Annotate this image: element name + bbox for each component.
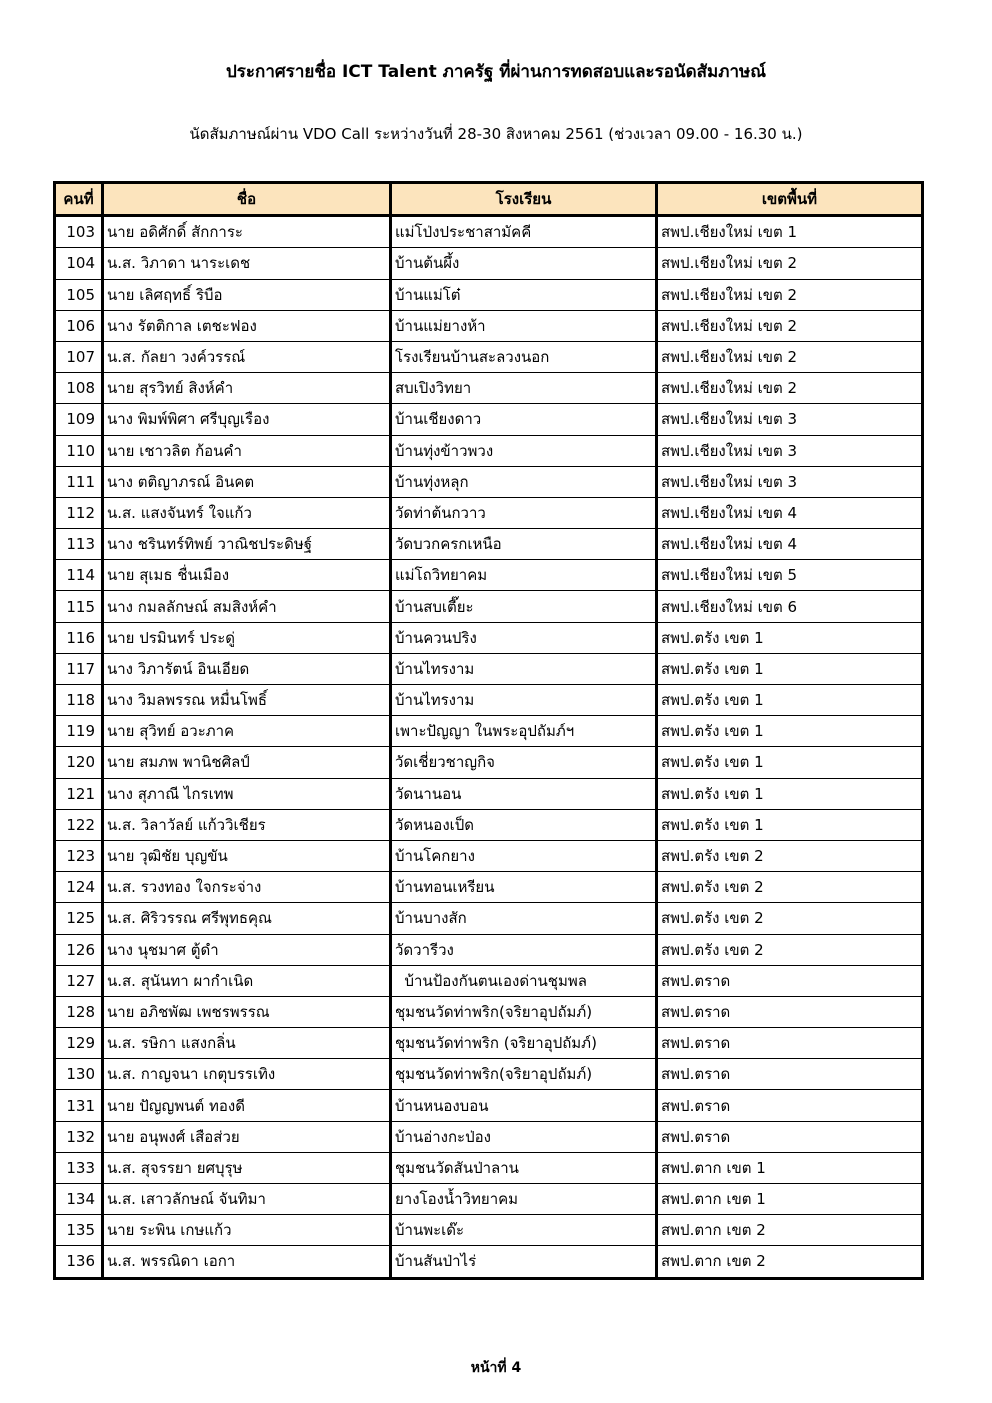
cell-area: สพป.เชียงใหม่ เขต 2	[657, 341, 923, 372]
cell-area: สพป.ตาก เขต 1	[657, 1184, 923, 1215]
cell-name: น.ส. เสาวลักษณ์ จันทิมา	[103, 1184, 391, 1215]
table-row	[55, 1215, 923, 1246]
table-row	[55, 279, 923, 310]
cell-name: นาย ระพิน เกษแก้ว	[103, 1215, 391, 1246]
cell-school: บ้านเชียงดาว	[391, 404, 657, 435]
column-header-area: เขตพื้นที่	[657, 183, 923, 216]
cell-name: นาย วุฒิชัย บุญขัน	[103, 840, 391, 871]
cell-name: น.ส. สุนันทา ผากำเนิด	[103, 965, 391, 996]
table-header-row	[55, 183, 923, 216]
table-row	[55, 1184, 923, 1215]
cell-name: น.ส. พรรณิดา เอกา	[103, 1246, 391, 1278]
cell-name: น.ส. กัลยา วงค์วรรณ์	[103, 341, 391, 372]
page-subtitle: นัดสัมภาษณ์ผ่าน VDO Call ระหว่างวันที่ 28-30 สิงหาคม 2561 (ช่วงเวลา 09.00 - 16.30 น.)	[189, 125, 803, 143]
cell-name: นาย อภิชพัฒ เพชรพรรณ	[103, 996, 391, 1027]
table-row	[55, 934, 923, 965]
cell-name: น.ส. วิลาวัลย์ แก้ววิเชียร	[103, 809, 391, 840]
cell-name: น.ส. แสงจันทร์ ใจแก้ว	[103, 497, 391, 528]
cell-no: 128	[55, 996, 103, 1027]
table-row	[55, 404, 923, 435]
cell-no: 113	[55, 529, 103, 560]
column-header-name: ชื่อ	[103, 183, 391, 216]
cell-name: น.ส. รวงทอง ใจกระจ่าง	[103, 872, 391, 903]
cell-school: แม่โป่งประชาสามัคคี	[391, 216, 657, 248]
cell-name: น.ส. สุจรรยา ยศบุรุษ	[103, 1152, 391, 1183]
cell-school: บ้านทอนเหรียน	[391, 872, 657, 903]
cell-area: สพป.ตรัง เขต 1	[657, 622, 923, 653]
cell-school: บ้านไทรงาม	[391, 653, 657, 684]
cell-school: บ้านแม่โต๋	[391, 279, 657, 310]
cell-school: วัดบวกครกเหนือ	[391, 529, 657, 560]
cell-area: สพป.เชียงใหม่ เขต 3	[657, 435, 923, 466]
cell-no: 111	[55, 466, 103, 497]
cell-area: สพป.ตรัง เขต 2	[657, 934, 923, 965]
column-header-no: คนที่	[55, 183, 103, 216]
cell-school: ชุมชนวัดท่าพริก(จริยาอุปถัมภ์)	[391, 1059, 657, 1090]
cell-no: 103	[55, 216, 103, 248]
cell-no: 117	[55, 653, 103, 684]
cell-school: บ้านสันป่าไร่	[391, 1246, 657, 1278]
table-row	[55, 840, 923, 871]
cell-no: 116	[55, 622, 103, 653]
cell-school: บ้านควนปริง	[391, 622, 657, 653]
cell-no: 134	[55, 1184, 103, 1215]
cell-area: สพป.ตรัง เขต 1	[657, 685, 923, 716]
cell-name: นาย เลิศฤทธิ์ ริบือ	[103, 279, 391, 310]
cell-name: นาง วิภารัตน์ อินเอียด	[103, 653, 391, 684]
cell-no: 126	[55, 934, 103, 965]
cell-no: 125	[55, 903, 103, 934]
table-row	[55, 653, 923, 684]
cell-name: นาย อดิศักดิ์ สักการะ	[103, 216, 391, 248]
cell-school: บ้านแม่ยางห้า	[391, 310, 657, 341]
cell-area: สพป.ตราด	[657, 1059, 923, 1090]
cell-name: นาง สุภาณี ไกรเทพ	[103, 778, 391, 809]
cell-area: สพป.ตรัง เขต 1	[657, 778, 923, 809]
cell-no: 135	[55, 1215, 103, 1246]
table-row	[55, 341, 923, 372]
cell-no: 136	[55, 1246, 103, 1278]
cell-area: สพป.ตราด	[657, 965, 923, 996]
cell-area: สพป.ตราด	[657, 996, 923, 1027]
cell-name: นาย สุวิทย์ อวะภาค	[103, 716, 391, 747]
cell-no: 123	[55, 840, 103, 871]
cell-area: สพป.ตรัง เขต 1	[657, 809, 923, 840]
cell-area: สพป.ตราด	[657, 1121, 923, 1152]
cell-school: บ้านทุ่งข้าวพวง	[391, 435, 657, 466]
cell-area: สพป.ตาก เขต 2	[657, 1246, 923, 1278]
cell-no: 118	[55, 685, 103, 716]
page-title: ประกาศรายชื่อ ICT Talent ภาครัฐ ที่ผ่านการทดสอบและรอนัดสัมภาษณ์	[226, 62, 766, 82]
cell-area: สพป.เชียงใหม่ เขต 5	[657, 560, 923, 591]
cell-school: แม่โถวิทยาคม	[391, 560, 657, 591]
cell-area: สพป.ตรัง เขต 1	[657, 653, 923, 684]
cell-no: 112	[55, 497, 103, 528]
cell-school: บ้านหนองบอน	[391, 1090, 657, 1121]
table-row	[55, 622, 923, 653]
cell-school: ชุมชนวัดท่าพริก (จริยาอุปถัมภ์)	[391, 1028, 657, 1059]
column-header-school: โรงเรียน	[391, 183, 657, 216]
cell-name: นาง นุชมาศ ตู้ดำ	[103, 934, 391, 965]
cell-no: 122	[55, 809, 103, 840]
cell-area: สพป.ตาก เขต 2	[657, 1215, 923, 1246]
cell-no: 107	[55, 341, 103, 372]
table-row	[55, 872, 923, 903]
table-row	[55, 903, 923, 934]
cell-school: วัดนานอน	[391, 778, 657, 809]
table-row	[55, 1152, 923, 1183]
cell-name: น.ส. ศิริวรรณ ศรีพุทธคุณ	[103, 903, 391, 934]
cell-school: บ้านสบเตี๊ยะ	[391, 591, 657, 622]
cell-area: สพป.เชียงใหม่ เขต 2	[657, 248, 923, 279]
table-row	[55, 685, 923, 716]
table-row	[55, 1059, 923, 1090]
cell-school: บ้านป้องกันตนเองด่านชุมพล	[391, 965, 657, 996]
cell-area: สพป.ตาก เขต 1	[657, 1152, 923, 1183]
cell-area: สพป.ตรัง เขต 2	[657, 840, 923, 871]
table-row	[55, 497, 923, 528]
cell-area: สพป.เชียงใหม่ เขต 1	[657, 216, 923, 248]
table-row	[55, 716, 923, 747]
cell-no: 108	[55, 373, 103, 404]
cell-name: นาง พิมพ์พิศา ศรีบุญเรือง	[103, 404, 391, 435]
cell-name: นาง ชรินทร์ทิพย์ วาณิชประดิษฐ์	[103, 529, 391, 560]
candidates-table	[53, 181, 924, 1280]
cell-area: สพป.ตรัง เขต 2	[657, 903, 923, 934]
table-row	[55, 248, 923, 279]
table-row	[55, 529, 923, 560]
cell-name: นาย สมภพ พานิชศิลป์	[103, 747, 391, 778]
table-row	[55, 965, 923, 996]
cell-no: 121	[55, 778, 103, 809]
cell-area: สพป.เชียงใหม่ เขต 2	[657, 310, 923, 341]
cell-area: สพป.ตราด	[657, 1028, 923, 1059]
cell-no: 129	[55, 1028, 103, 1059]
cell-no: 114	[55, 560, 103, 591]
cell-name: น.ส. วิภาดา นาระเดช	[103, 248, 391, 279]
cell-area: สพป.เชียงใหม่ เขต 3	[657, 466, 923, 497]
cell-name: นาย ปัญญพนต์ ทองดี	[103, 1090, 391, 1121]
table-row	[55, 560, 923, 591]
cell-area: สพป.เชียงใหม่ เขต 3	[657, 404, 923, 435]
table-body	[55, 216, 923, 1278]
cell-school: ชุมชนวัดสันป่าลาน	[391, 1152, 657, 1183]
cell-school: ยางโองน้ำวิทยาคม	[391, 1184, 657, 1215]
cell-school: วัดเชี่ยวชาญกิจ	[391, 747, 657, 778]
cell-area: สพป.ตรัง เขต 1	[657, 747, 923, 778]
cell-name: นาง รัตติกาล เตชะฟอง	[103, 310, 391, 341]
cell-school: เพาะปัญญา ในพระอุปถัมภ์ฯ	[391, 716, 657, 747]
cell-area: สพป.ตรัง เขต 2	[657, 872, 923, 903]
cell-no: 132	[55, 1121, 103, 1152]
page-number: หน้าที่ 4	[470, 1360, 522, 1376]
cell-school: วัดท่าต้นกวาว	[391, 497, 657, 528]
cell-no: 119	[55, 716, 103, 747]
cell-no: 110	[55, 435, 103, 466]
table-row	[55, 996, 923, 1027]
cell-school: บ้านบางสัก	[391, 903, 657, 934]
cell-area: สพป.เชียงใหม่ เขต 4	[657, 497, 923, 528]
cell-name: นาย อนุพงศ์ เสือส่วย	[103, 1121, 391, 1152]
cell-school: บ้านพะเด๊ะ	[391, 1215, 657, 1246]
cell-name: นาย เชาวลิต ก้อนคำ	[103, 435, 391, 466]
cell-area: สพป.เชียงใหม่ เขต 6	[657, 591, 923, 622]
cell-no: 104	[55, 248, 103, 279]
table-row	[55, 466, 923, 497]
cell-name: นาย ปรมินทร์ ประดู่	[103, 622, 391, 653]
cell-name: นาง วิมลพรรณ หมื่นโพธิ์	[103, 685, 391, 716]
cell-no: 106	[55, 310, 103, 341]
cell-school: บ้านทุ่งหลุก	[391, 466, 657, 497]
cell-school: โรงเรียนบ้านสะลวงนอก	[391, 341, 657, 372]
table-row	[55, 216, 923, 248]
cell-no: 109	[55, 404, 103, 435]
cell-name: นาง ตติญาภรณ์ อินคต	[103, 466, 391, 497]
table-row	[55, 435, 923, 466]
cell-school: วัดหนองเป็ด	[391, 809, 657, 840]
cell-school: สบเปิงวิทยา	[391, 373, 657, 404]
table-row	[55, 373, 923, 404]
cell-area: สพป.เชียงใหม่ เขต 2	[657, 373, 923, 404]
cell-school: ชุมชนวัดท่าพริก(จริยาอุปถัมภ์)	[391, 996, 657, 1027]
table-row	[55, 809, 923, 840]
cell-name: นาย สุเมธ ชื่นเมือง	[103, 560, 391, 591]
cell-no: 131	[55, 1090, 103, 1121]
cell-no: 115	[55, 591, 103, 622]
cell-school: บ้านไทรงาม	[391, 685, 657, 716]
cell-name: น.ส. รษิกา แสงกลิ่น	[103, 1028, 391, 1059]
table-row	[55, 1090, 923, 1121]
table-row	[55, 1121, 923, 1152]
cell-name: นาง กมลลักษณ์ สมสิงห์คำ	[103, 591, 391, 622]
cell-school: วัดวารีวง	[391, 934, 657, 965]
cell-school: บ้านอ่างกะป่อง	[391, 1121, 657, 1152]
cell-no: 133	[55, 1152, 103, 1183]
cell-no: 130	[55, 1059, 103, 1090]
cell-area: สพป.ตราด	[657, 1090, 923, 1121]
cell-area: สพป.เชียงใหม่ เขต 2	[657, 279, 923, 310]
cell-area: สพป.เชียงใหม่ เขต 4	[657, 529, 923, 560]
table-row	[55, 591, 923, 622]
table-row	[55, 1246, 923, 1278]
cell-school: บ้านต้นผึ้ง	[391, 248, 657, 279]
cell-area: สพป.ตรัง เขต 1	[657, 716, 923, 747]
cell-no: 124	[55, 872, 103, 903]
table-row	[55, 1028, 923, 1059]
table-row	[55, 747, 923, 778]
table-row	[55, 778, 923, 809]
cell-no: 127	[55, 965, 103, 996]
cell-school: บ้านโคกยาง	[391, 840, 657, 871]
table-row	[55, 310, 923, 341]
cell-name: นาย สุรวิทย์ สิงห์คำ	[103, 373, 391, 404]
cell-name: น.ส. กาญจนา เกตุบรรเทิง	[103, 1059, 391, 1090]
cell-no: 120	[55, 747, 103, 778]
cell-no: 105	[55, 279, 103, 310]
